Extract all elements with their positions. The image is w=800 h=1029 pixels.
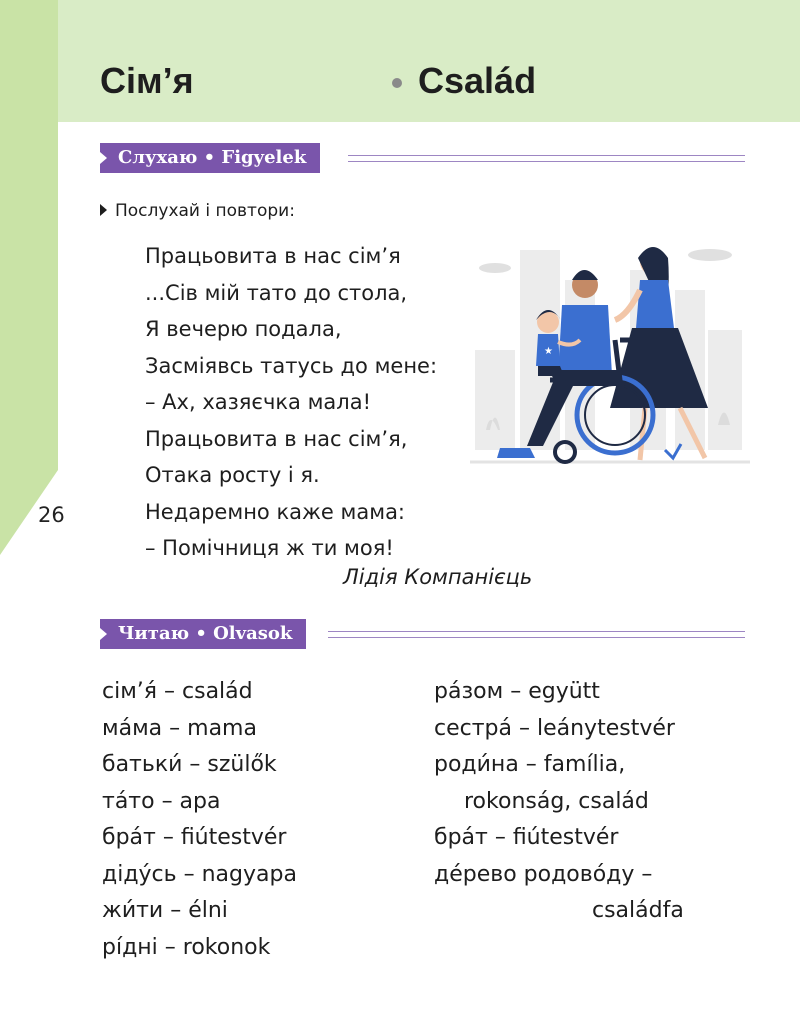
read-section-header xyxy=(100,619,745,649)
listen-section-header xyxy=(100,143,745,173)
side-color-strip xyxy=(0,0,58,560)
poem-line: Недаремно каже мама: xyxy=(145,499,406,524)
section-rule xyxy=(328,631,745,638)
poem-line: ...Сів мій тато до стола, xyxy=(145,280,408,305)
svg-text:★: ★ xyxy=(544,346,553,357)
vocab-item: роди́на – família, xyxy=(434,752,626,777)
poem-line: – Помічниця ж ти моя! xyxy=(145,536,394,560)
poem-author: Лідія Компанієць xyxy=(343,565,533,589)
listen-section-label: Слухаю • Figyelek xyxy=(100,143,320,173)
poem-line: Засміявсь татусь до мене: xyxy=(145,353,438,378)
page-number: 26 xyxy=(38,503,65,527)
vocab-item: рі́дні – rokonok xyxy=(102,934,271,960)
vocab-item: жи́ти – élni xyxy=(102,898,228,923)
page-title-ukrainian: Сім’я xyxy=(100,60,194,101)
vocab-item: де́рево родово́ду – xyxy=(434,861,653,887)
poem-line: – Ах, хазяєчка мала! xyxy=(145,390,371,414)
read-section-label: Читаю • Olvasok xyxy=(100,619,306,649)
section-rule xyxy=(348,155,745,162)
poem xyxy=(145,238,437,567)
vocab-list-right xyxy=(434,674,684,930)
vocab-item: сім’я́ – család xyxy=(102,679,253,704)
poem-line: Я вечерю подала, xyxy=(145,317,342,341)
vocab-item-continuation: rokonság, család xyxy=(464,788,649,814)
page-title-hungarian: Család xyxy=(418,60,537,101)
poem-line: Працьовита в нас сім’я, xyxy=(145,426,408,451)
vocab-item: сестра́ – leánytestvér xyxy=(434,715,675,741)
vocab-item-continuation: családfa xyxy=(592,898,684,923)
vocab-item: бра́т – fiútestvér xyxy=(434,825,619,850)
vocab-list-left xyxy=(102,674,297,966)
family-wheelchair-illustration xyxy=(470,230,750,470)
vocab-item: ра́зом – együtt xyxy=(434,679,600,704)
vocab-item: батьки́ – szülők xyxy=(102,752,277,777)
instruction-text: Послухай і повтори: xyxy=(115,201,295,221)
vocab-item: діду́сь – nagyapa xyxy=(102,861,297,887)
vocab-item: бра́т – fiútestvér xyxy=(102,825,287,850)
bullet-triangle-icon xyxy=(100,204,107,216)
poem-line: Працьовита в нас сім’я xyxy=(145,244,401,268)
poem-line: Отака росту і я. xyxy=(145,463,320,487)
vocab-item: ма́ма – mama xyxy=(102,715,257,741)
family-wheelchair-icon xyxy=(470,230,750,470)
title-separator-dot xyxy=(392,78,402,88)
listen-instruction xyxy=(100,201,295,221)
vocab-item: та́то – apa xyxy=(102,788,221,814)
